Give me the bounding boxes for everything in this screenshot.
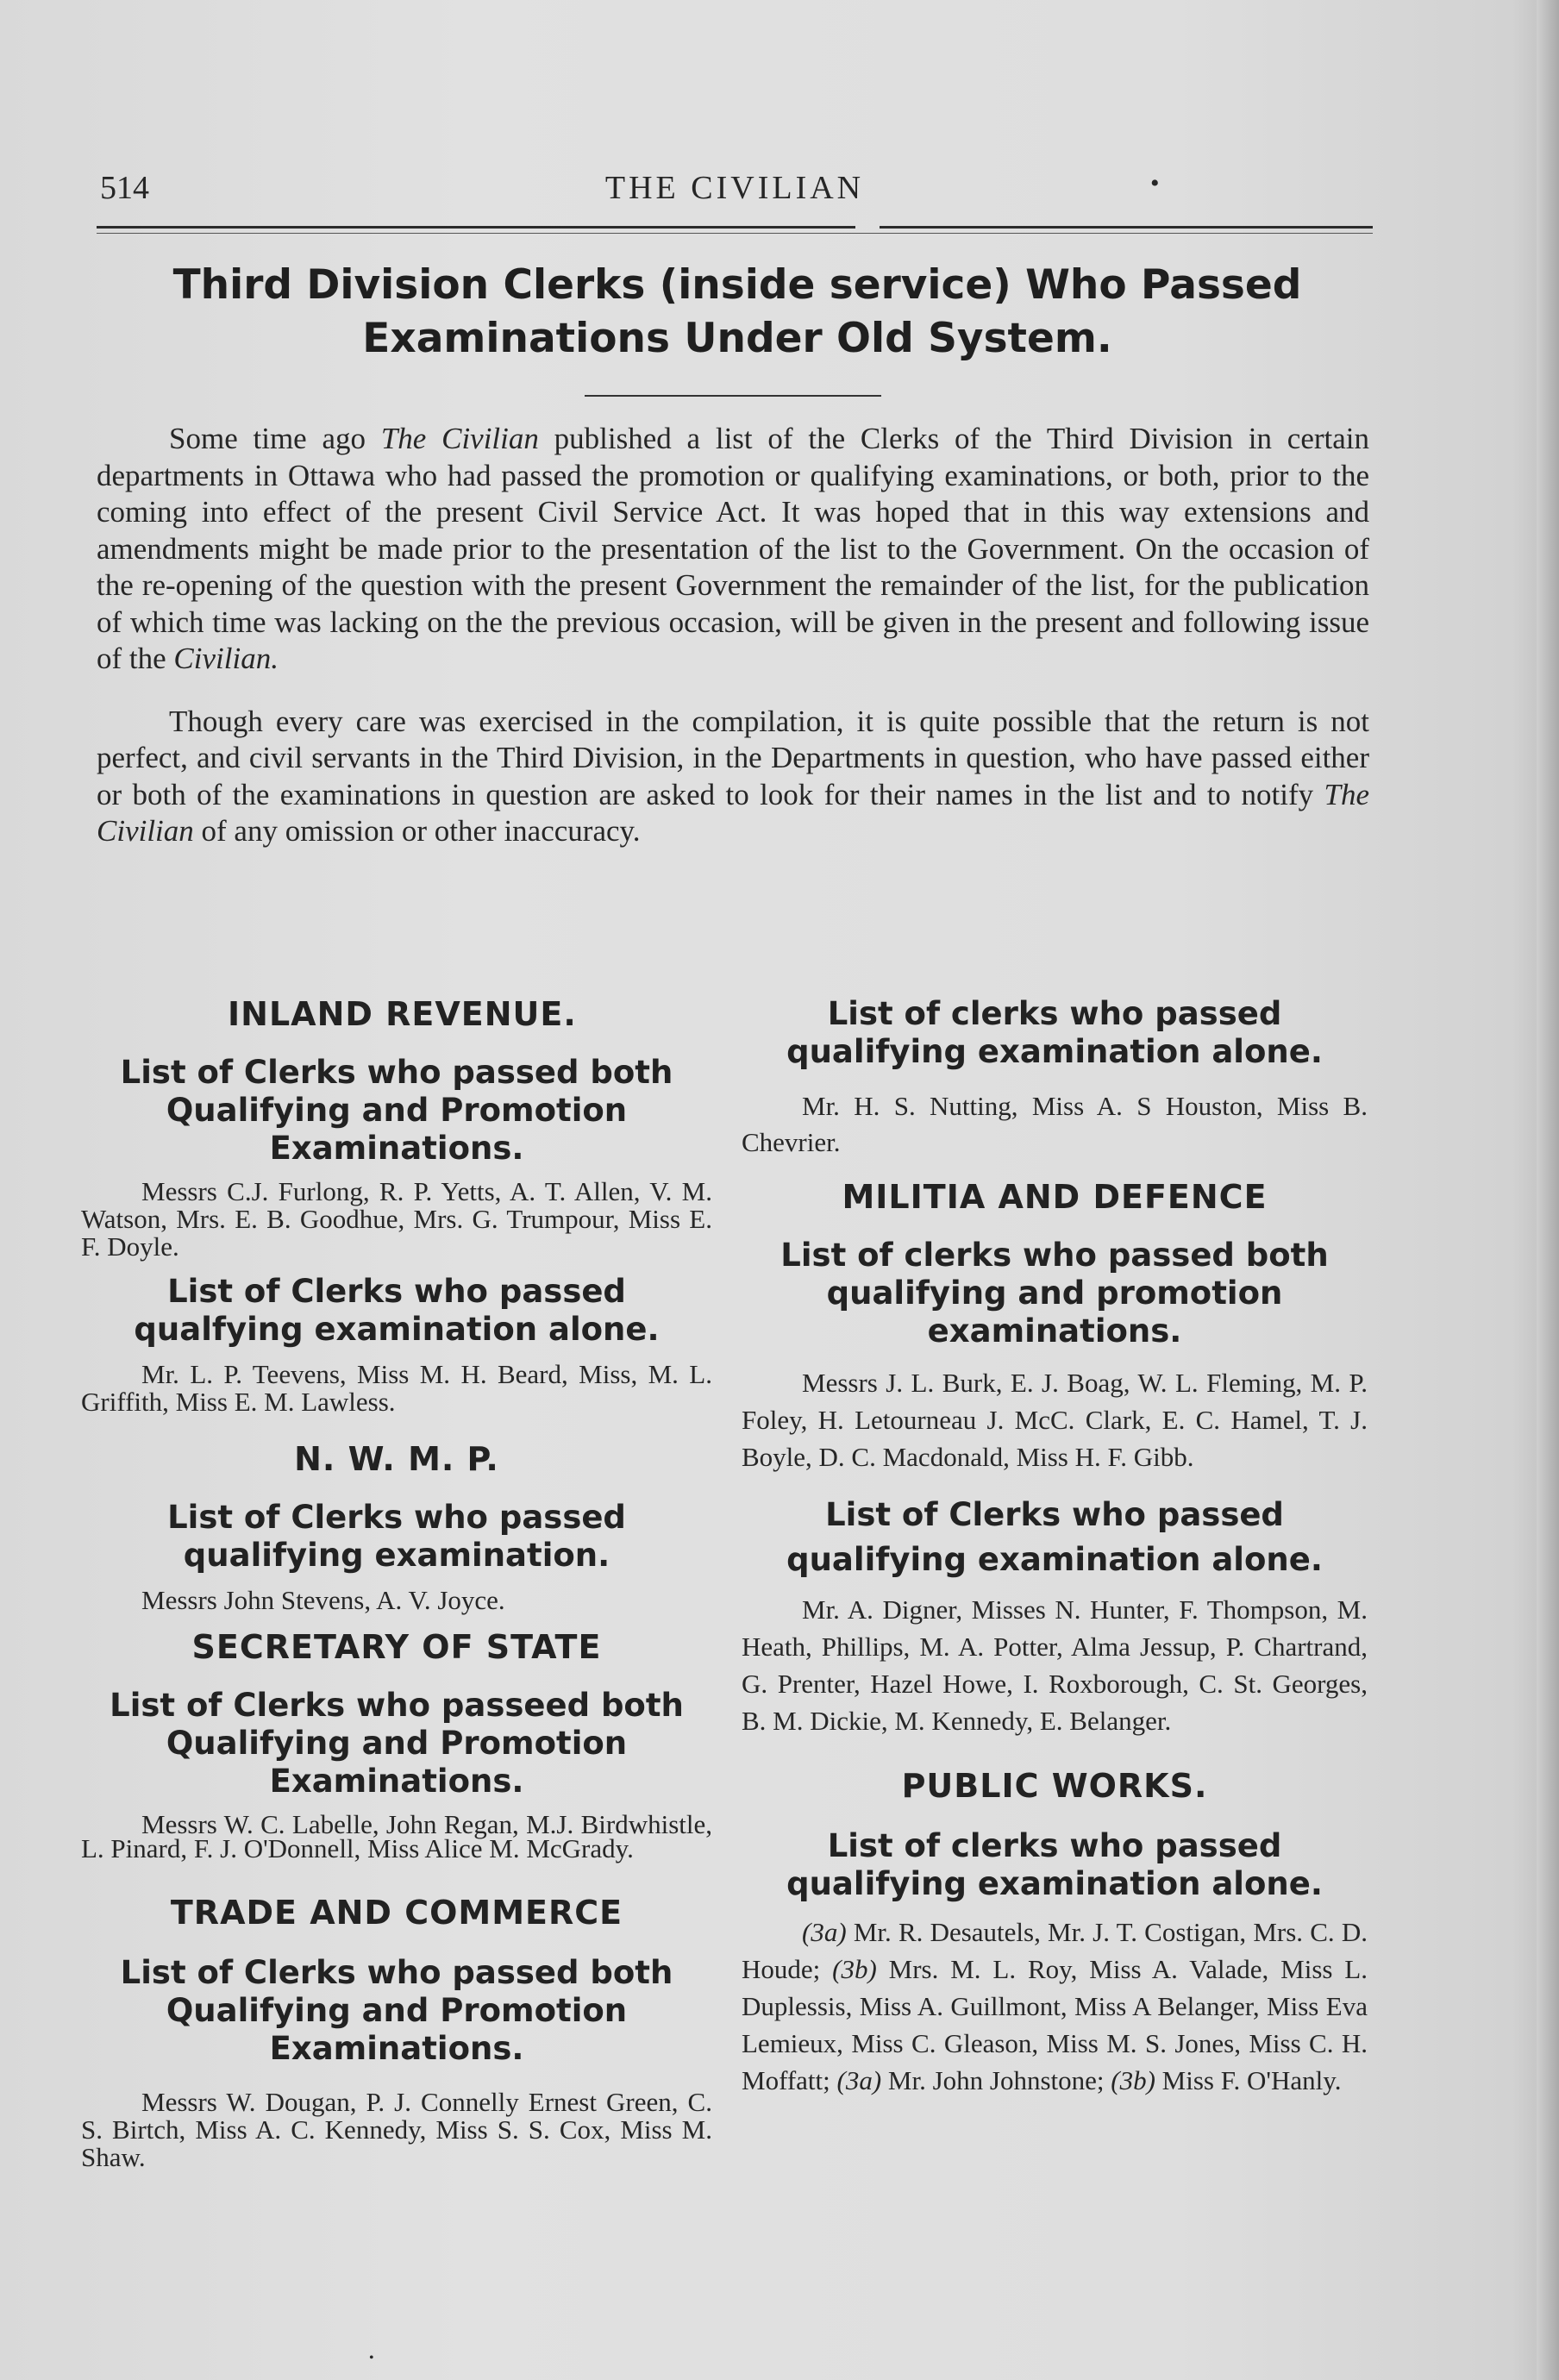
intro-paragraph xyxy=(97,421,1369,678)
list-heading: List of Clerks who passed both Qualifying and Promotion Examinations. xyxy=(120,1954,673,2067)
intro-text-run: Some time ago xyxy=(169,422,381,455)
header-rule xyxy=(880,226,1373,229)
section-title-trade-and-commerce: TRADE AND COMMERCE xyxy=(170,1894,623,1932)
section-title-public-works: PUBLIC WORKS. xyxy=(901,1767,1208,1805)
section-title-secretary-of-state: SECRETARY OF STATE xyxy=(191,1628,602,1666)
right-column xyxy=(742,995,1368,2099)
list-heading: List of Clerks who passed qualifying examination. xyxy=(167,1499,626,1574)
name-list: Messrs W. C. Labelle, John Regan, M.J. Birdwhistle, L. Pinard, F. J. O'Donnell, Miss Alice M. McGrady. xyxy=(81,1809,712,1863)
page-speck: • xyxy=(369,2351,374,2365)
publication-name: Civilian. xyxy=(173,642,279,675)
running-head xyxy=(97,169,1373,212)
publication-name: The Civilian xyxy=(97,777,1369,848)
intro-text xyxy=(97,421,1369,876)
header-rule xyxy=(97,233,1373,234)
name-list: Mr. L. P. Teevens, Miss M. H. Beard, Miss, M. L. Griffith, Miss E. M. Lawless. xyxy=(81,1359,712,1417)
allocation-code: (3b) xyxy=(832,1954,877,1984)
name-list-run: Miss F. O'Hanly. xyxy=(1155,2065,1342,2095)
list-heading: List of clerks who passed qualifying examination alone. xyxy=(786,995,1323,1070)
intro-text-run: of any omission or other inaccuracy. xyxy=(193,814,641,848)
list-heading: List of clerks who passed both qualifying and promotion examinations. xyxy=(780,1237,1329,1350)
publication-name: The Civilian xyxy=(380,422,539,455)
allocation-code: (3b) xyxy=(1111,2065,1155,2095)
header-rule xyxy=(97,226,855,229)
list-heading: List of Clerks who passed qualifying examination alone. xyxy=(786,1496,1323,1578)
section-title-militia-and-defence: MILITIA AND DEFENCE xyxy=(842,1178,1268,1216)
article-headline xyxy=(129,259,1345,366)
name-list: Mr. A. Digner, Misses N. Hunter, F. Thompson, M. Heath, Phillips, M. A. Potter, Alma Jessup, P. Chartrand, G. Prenter, Hazel Howe, I. Roxborough, C. St. Georges, B. M. Dickie, M. Kennedy, E. Belanger. xyxy=(742,1594,1368,1736)
headline-divider xyxy=(585,395,881,397)
list-heading: List of Clerks who passeed both Qualifying and Promotion Examinations. xyxy=(110,1687,684,1800)
name-list-run: Mrs. M. L. Roy, Miss A. Valade, Miss L. Duplessis, Miss A. Guillmont, Miss A Belanger, Miss Eva Lemieux, Miss C. Gleason, Miss M. S. Jones, Miss C. H. Moffatt; xyxy=(742,1954,1368,2095)
name-list: Messrs C.J. Furlong, R. P. Yetts, A. T. Allen, V. M. Watson, Mrs. E. B. Goodhue, Mrs. G. Trumpour, Miss E. F. Doyle. xyxy=(81,1176,712,1262)
list-heading: List of clerks who passed qualifying examination alone. xyxy=(786,1827,1323,1902)
name-list: Messrs J. L. Burk, E. J. Boag, W. L. Fleming, M. P. Foley, H. Letourneau J. McC. Clark, E. C. Hamel, T. J. Boyle, D. C. Macdonald, Miss H. F. Gibb. xyxy=(742,1368,1368,1472)
running-title: THE CIVILIAN xyxy=(604,170,865,206)
left-column xyxy=(81,995,712,2171)
intro-paragraph xyxy=(97,704,1369,850)
section-title-inland-revenue: INLAND REVENUE. xyxy=(228,995,577,1033)
headline-line: Examinations Under Old System. xyxy=(362,315,1112,362)
page-edge xyxy=(1537,0,1559,2380)
name-list xyxy=(742,1913,1368,2099)
headline-line: Third Division Clerks (inside service) Who Passed xyxy=(172,261,1302,309)
allocation-code: (3a) xyxy=(802,1917,847,1947)
name-list: Messrs John Stevens, A. V. Joyce. xyxy=(141,1585,505,1615)
name-list: Mr. H. S. Nutting, Miss A. S Houston, Miss B. Chevrier. xyxy=(742,1091,1368,1157)
section-title-nwmp: N. W. M. P. xyxy=(294,1440,499,1478)
intro-text-run: published a list of the Clerks of the Third Division in certain departments in Ottawa who had passed the promotion or qualifying examinations, or both, prior to the coming into effect of the present Civil Service Act. It was hoped that in this way extensions and amendments might be made prior to the presentation of the list to the Government. On the occasion of the re-opening of the question with the present Government the remainder of the list, for the publication of which time was lacking on the the previous occasion, will be given in the present and following issue of the xyxy=(97,422,1370,675)
list-heading: List of Clerks who passed qualfying examination alone. xyxy=(134,1273,660,1348)
intro-text-run: Though every care was exercised in the compilation, it is quite possible that the return is not perfect, and civil servants in the Third Division, in the Departments in question, who have passed either or both of the examinations in question are asked to look for their names in the list and to notify xyxy=(97,704,1369,811)
allocation-code: (3a) xyxy=(836,2065,882,2095)
name-list-run: Mr. John Johnstone; xyxy=(881,2065,1111,2095)
list-heading: List of Clerks who passed both Qualifying and Promotion Examinations. xyxy=(120,1054,673,1167)
header-mark: • xyxy=(1150,169,1160,197)
name-list: Messrs W. Dougan, P. J. Connelly Ernest Green, C. S. Birtch, Miss A. C. Kennedy, Miss S. S. Cox, Miss M. Shaw. xyxy=(81,2087,712,2172)
name-list-run: Mr. R. Desautels, Mr. J. T. Costigan, Mrs. C. D. Houde; xyxy=(742,1917,1368,1984)
page-number: 514 xyxy=(100,170,149,206)
